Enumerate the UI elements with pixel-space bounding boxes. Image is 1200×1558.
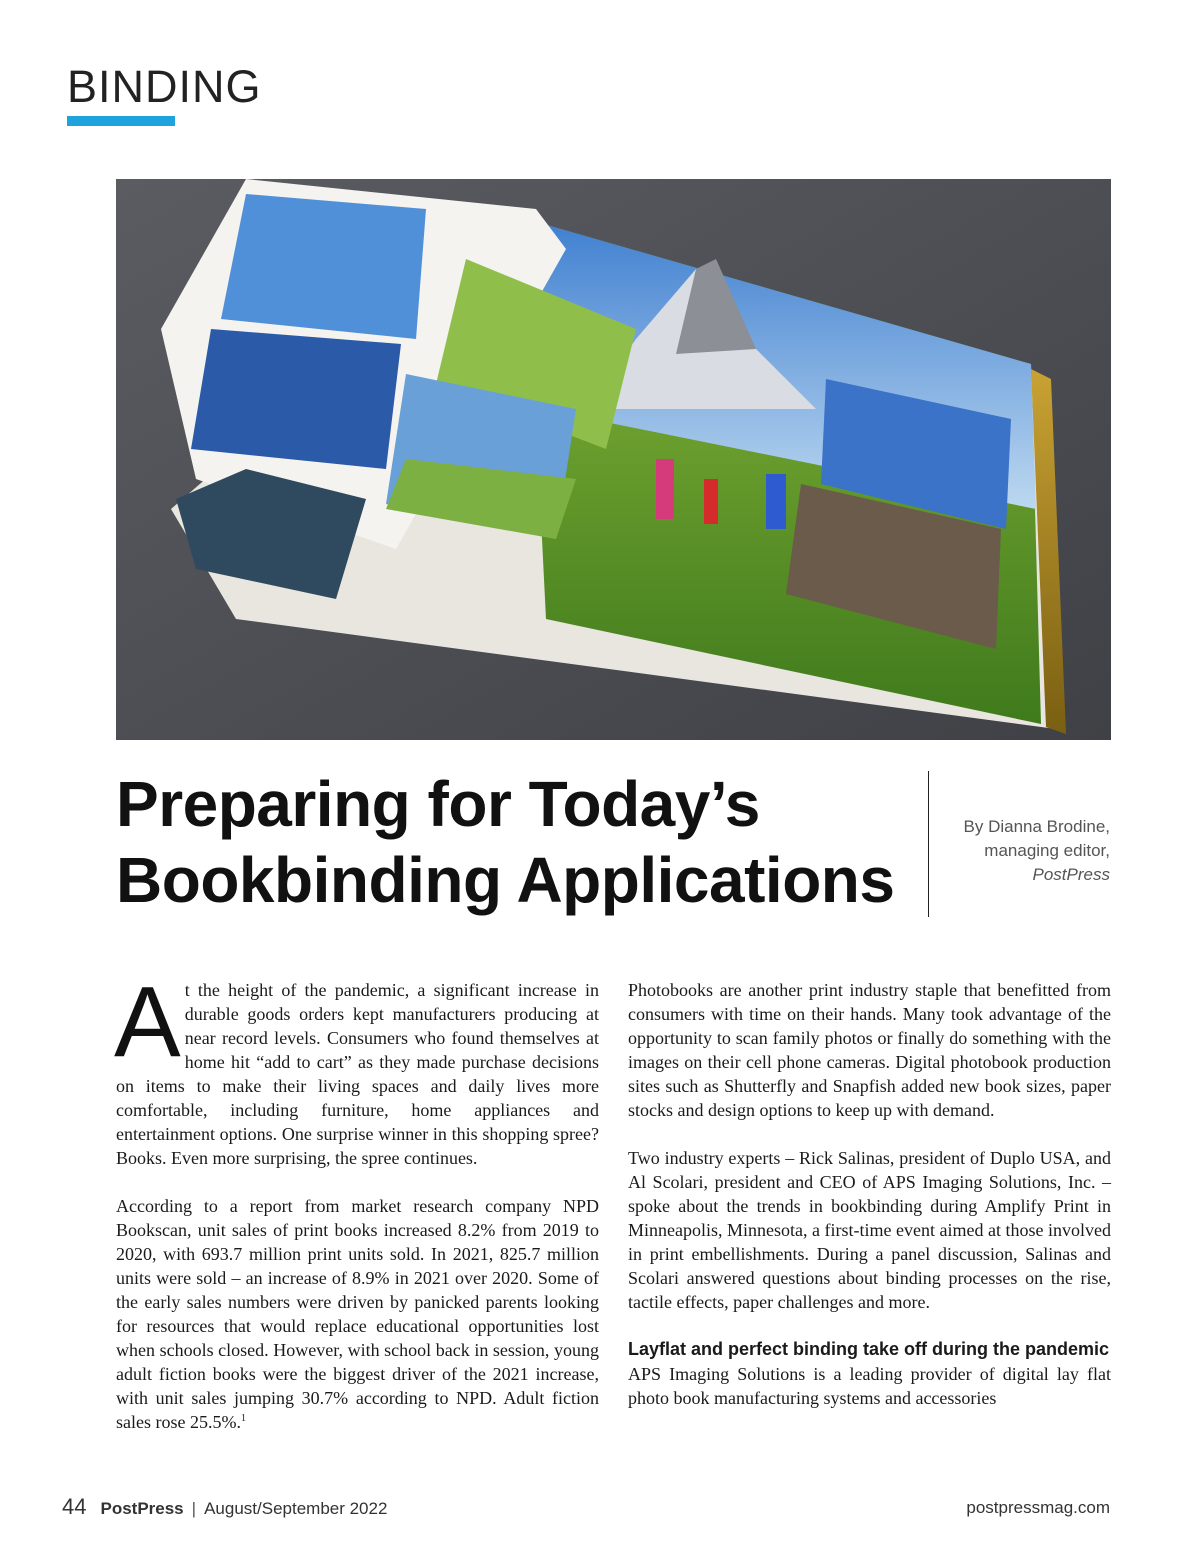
hero-photo: [116, 179, 1111, 740]
page-number: 44: [62, 1494, 87, 1519]
paragraph-aps: APS Imaging Solutions is a leading provider of digital lay flat photo book manufacturing systems and accessories: [628, 1364, 1111, 1408]
article-column-left: [114, 966, 599, 1434]
website-link[interactable]: postpressmag.com: [966, 1498, 1110, 1517]
section-subhead: Layflat and perfect binding take off during the pandemic: [628, 1339, 1110, 1359]
page-footer: [62, 1494, 1110, 1520]
byline-role: managing editor,: [984, 841, 1110, 860]
paragraph-sales-text: According to a report from market research company NPD Bookscan, unit sales of print books increased 8.2% from 2019 to 2020, with 693.7 million print units sold. In 2021, 825.7 million units were sold – an increase of 8.9% in 2021 over 2020. Some of the early sales numbers were driven by panicked parents looking for resources that would replace educational opportunities lost when schools closed. However, with school back in session, young adult fiction books were the biggest driver of the 2021 increase, with unit sales jumping 30.7% according to NPD. Adult fiction sales rose 25.5%.: [116, 1196, 599, 1432]
paragraph-intro-text: t the height of the pandemic, a significant increase in durable goods orders kept manufacturers producing at near record levels. Consumers who found themselves at home hit “add to cart” as they made purchase decisions on items to make their living spaces and daily lives more comfortable, including furniture, home appliances and entertainment options. One surprise winner in this shopping spree? Books. Even more surprising, the spree continues.: [116, 980, 599, 1168]
footer-separator: |: [191, 1499, 197, 1518]
paragraph-sales: [116, 1194, 599, 1434]
issue-date: August/September 2022: [204, 1499, 388, 1518]
paragraph-intro: [114, 966, 599, 1170]
article-headline: [116, 766, 906, 918]
magazine-name: PostPress: [100, 1499, 184, 1518]
paragraph-photobooks: Photobooks are another print industry staple that benefitted from consumers with time on their hands. Many took advantage of the opportunity to scan family photos or finally do something with the images on their cell phone cameras. Digital photobook production sites such as Shutterfly and Snapfish added new book sizes, paper stocks and design options to keep up with demand.: [628, 980, 1111, 1120]
byline-author: By Dianna Brodine,: [963, 817, 1110, 836]
drop-cap: A: [114, 966, 181, 1078]
section-accent-rule: [67, 116, 175, 126]
paragraph-experts: Two industry experts – Rick Salinas, president of Duplo USA, and Al Scolari, president and CEO of APS Imaging Solutions, Inc. – spoke about the trends in bookbinding during Amplify Print in Minneapolis, Minnesota, a first-time event aimed at those involved in print embellishments. During a panel discussion, Salinas and Scolari answered questions about binding processes on the rise, tactile effects, paper challenges and more.: [628, 1148, 1111, 1312]
section-label: BINDING: [67, 61, 262, 112]
footnote-ref: 1: [240, 1413, 246, 1424]
byline-publication: PostPress: [1032, 865, 1110, 884]
headline-line-1: Preparing for Today’s: [116, 768, 760, 840]
article-column-right: [628, 978, 1111, 1410]
headline-line-2: Bookbinding Applications: [116, 844, 895, 916]
byline: [890, 815, 1110, 887]
